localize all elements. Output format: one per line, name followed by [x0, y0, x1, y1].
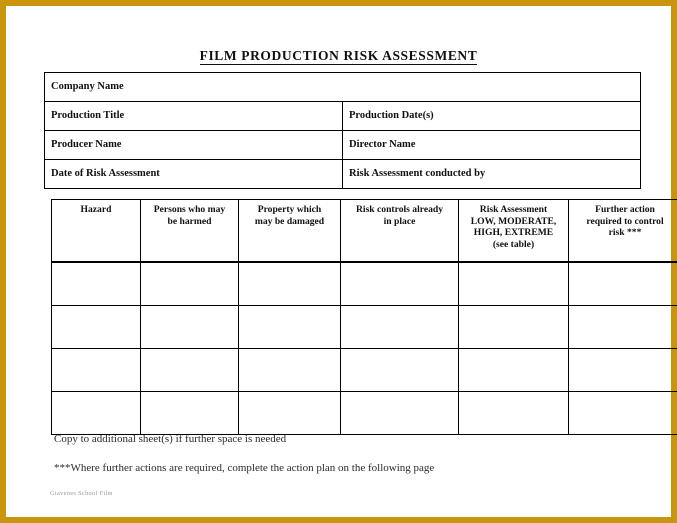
- info-label-date-of-risk-assessment[interactable]: Date of Risk Assessment: [45, 160, 343, 189]
- column-header-further-action-line-1: Further action: [595, 204, 655, 215]
- column-header-persons-harmed: [141, 200, 239, 263]
- page-title-text: FILM PRODUCTION RISK ASSESSMENT: [199, 48, 478, 63]
- column-header-further-action-line-3: risk ***: [608, 227, 642, 239]
- cell-risk-assessment-level[interactable]: [459, 392, 569, 435]
- cell-persons-harmed[interactable]: [141, 306, 239, 349]
- column-header-further-action-line-2: required to control: [586, 215, 664, 227]
- document-sheet: [6, 6, 671, 517]
- cell-risk-controls[interactable]: [341, 349, 459, 392]
- column-header-persons-harmed-line-1: Persons who may: [153, 204, 226, 215]
- cell-further-action[interactable]: [569, 262, 677, 306]
- cell-risk-assessment-level[interactable]: [459, 349, 569, 392]
- cell-risk-controls[interactable]: [341, 392, 459, 435]
- info-row-producer: [45, 131, 641, 160]
- cell-property-damaged[interactable]: [239, 306, 341, 349]
- column-header-risk-controls: [341, 200, 459, 263]
- cell-hazard[interactable]: [52, 262, 141, 306]
- risk-table-body: [52, 262, 677, 435]
- column-header-risk-assessment-line-3: HIGH, EXTREME: [473, 227, 554, 239]
- cell-hazard[interactable]: [52, 349, 141, 392]
- info-label-risk-assessment-conducted-by[interactable]: Risk Assessment conducted by: [343, 160, 641, 189]
- cell-further-action[interactable]: [569, 306, 677, 349]
- info-label-production-title[interactable]: Production Title: [45, 102, 343, 131]
- risk-assessment-table: [51, 199, 677, 435]
- table-row: [52, 262, 677, 306]
- column-header-hazard-line-1: Hazard: [80, 204, 112, 215]
- cell-hazard[interactable]: [52, 306, 141, 349]
- info-label-producer-name[interactable]: Producer Name: [45, 131, 343, 160]
- cell-property-damaged[interactable]: [239, 392, 341, 435]
- cell-risk-controls[interactable]: [341, 306, 459, 349]
- column-header-risk-assessment-line-1: Risk Assessment: [479, 204, 548, 215]
- footer-credit: Giavenes School Film: [50, 490, 113, 497]
- cell-risk-controls[interactable]: [341, 262, 459, 306]
- column-header-risk-assessment-level: [459, 200, 569, 263]
- cell-further-action[interactable]: [569, 392, 677, 435]
- note-copy-additional-sheets: Copy to additional sheet(s) if further space is needed: [54, 433, 287, 445]
- cell-further-action[interactable]: [569, 349, 677, 392]
- table-row: [52, 392, 677, 435]
- info-label-director-name[interactable]: Director Name: [343, 131, 641, 160]
- risk-table-header: [52, 200, 677, 263]
- cell-property-damaged[interactable]: [239, 262, 341, 306]
- cell-property-damaged[interactable]: [239, 349, 341, 392]
- production-info-body: [45, 73, 641, 189]
- column-header-hazard: [52, 200, 141, 263]
- info-row-company: [45, 73, 641, 102]
- column-header-property-damaged-line-2: may be damaged: [254, 215, 325, 227]
- table-row: [52, 306, 677, 349]
- page-title: [6, 48, 671, 64]
- column-header-risk-controls-line-2: in place: [383, 215, 416, 227]
- cell-risk-assessment-level[interactable]: [459, 262, 569, 306]
- cell-hazard[interactable]: [52, 392, 141, 435]
- table-row: [52, 349, 677, 392]
- column-header-property-damaged: [239, 200, 341, 263]
- column-header-risk-assessment-line-2: LOW, MODERATE,: [470, 215, 557, 227]
- column-header-risk-assessment-line-4: (see table): [492, 239, 535, 251]
- info-row-assessment: [45, 160, 641, 189]
- cell-persons-harmed[interactable]: [141, 262, 239, 306]
- cell-persons-harmed[interactable]: [141, 392, 239, 435]
- risk-table-header-row: [52, 200, 677, 263]
- production-info-table: [44, 72, 641, 189]
- info-label-production-dates[interactable]: Production Date(s): [343, 102, 641, 131]
- column-header-persons-harmed-line-2: be harmed: [167, 215, 212, 227]
- column-header-further-action: [569, 200, 677, 263]
- note-further-actions: ***Where further actions are required, complete the action plan on the following page: [54, 462, 435, 474]
- column-header-property-damaged-line-1: Property which: [257, 204, 322, 215]
- cell-persons-harmed[interactable]: [141, 349, 239, 392]
- cell-risk-assessment-level[interactable]: [459, 306, 569, 349]
- info-row-production: [45, 102, 641, 131]
- info-label-company-name[interactable]: Company Name: [45, 73, 641, 102]
- column-header-risk-controls-line-1: Risk controls already: [355, 204, 444, 215]
